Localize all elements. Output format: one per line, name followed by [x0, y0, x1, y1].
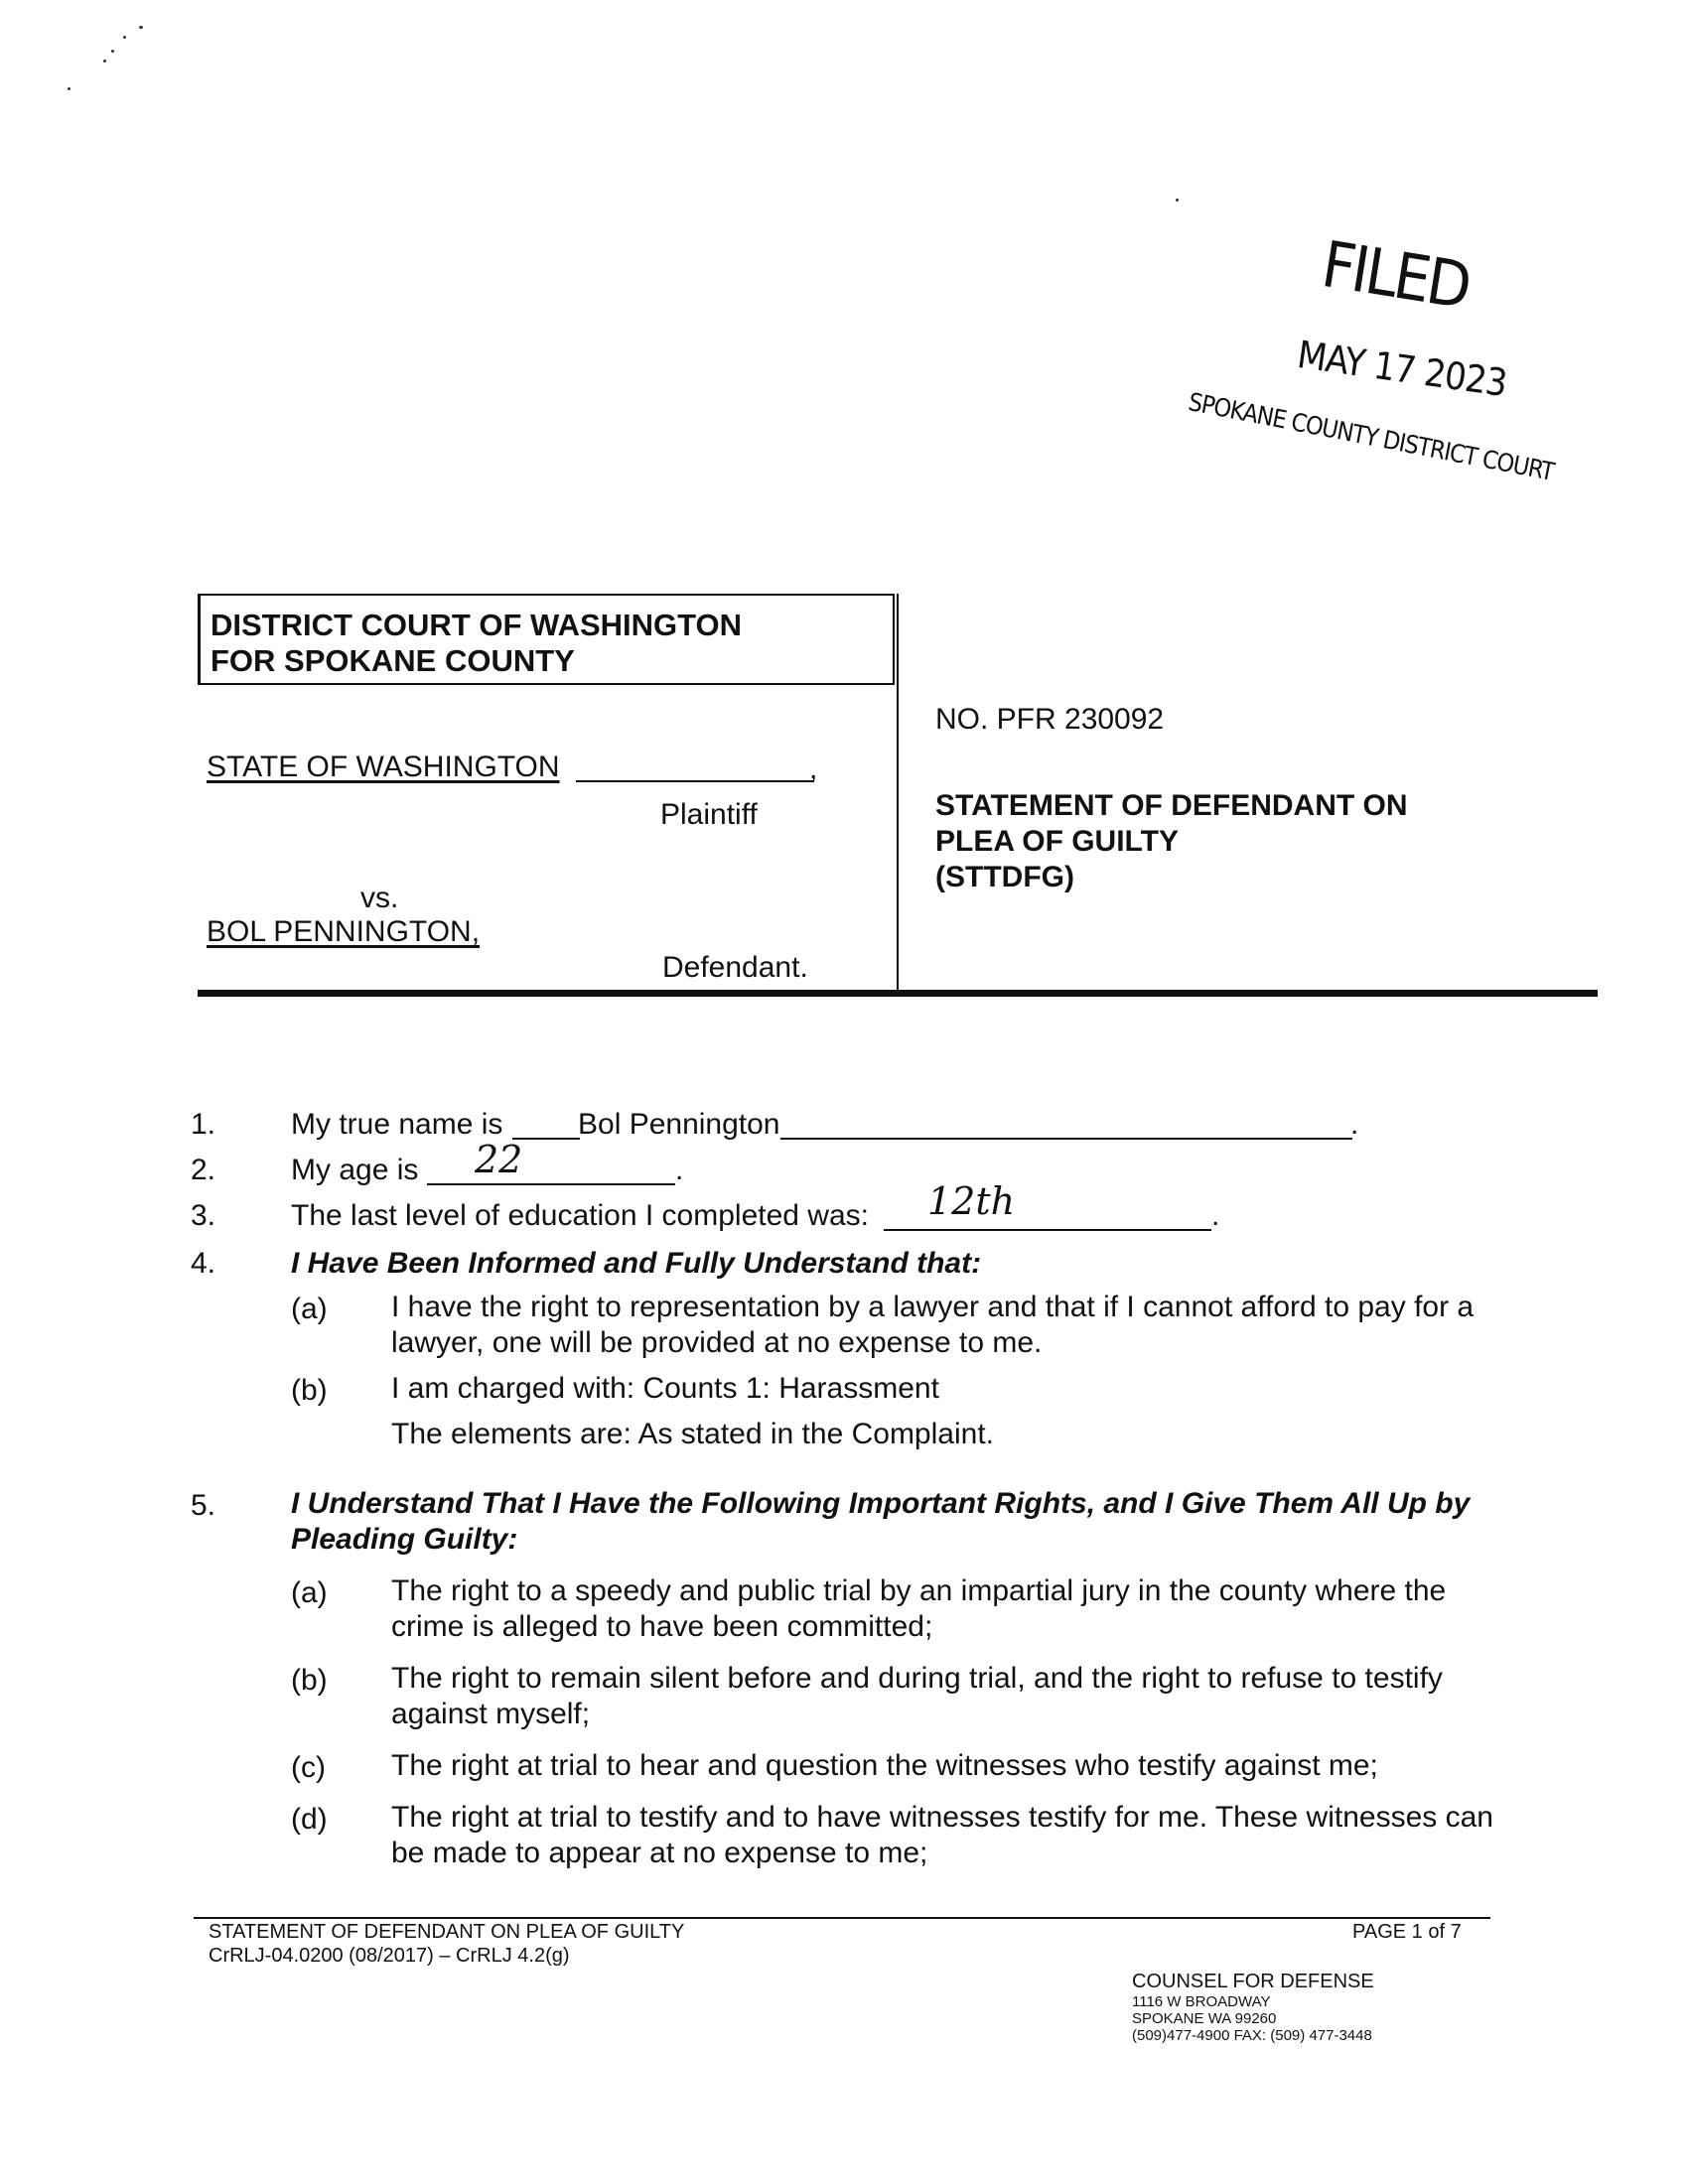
sub-item-label: (c): [291, 1751, 326, 1784]
right-speedy-trial-text: The right to a speedy and public trial by an impartial jury in the county where the crime is alleged to have been committed;: [391, 1574, 1447, 1643]
plaintiff-role: Plaintiff: [660, 798, 758, 831]
section-heading: I Have Been Informed and Fully Understand that:: [291, 1247, 982, 1280]
court-name-line2: FOR SPOKANE COUNTY: [211, 643, 575, 678]
scan-speck: [68, 87, 70, 90]
versus: vs.: [360, 882, 399, 914]
age-period: .: [675, 1154, 684, 1186]
education-value-handwritten: 12th: [927, 1179, 1016, 1223]
document-title-line1: STATEMENT OF DEFENDANT ON: [935, 789, 1408, 822]
document-title-line2: PLEA OF GUILTY: [935, 825, 1179, 858]
age-blank: [427, 1183, 675, 1185]
counsel-phone: (509)477-4900 FAX: (509) 477-3448: [1132, 2027, 1372, 2044]
sub-item-label: (a): [291, 1576, 328, 1609]
defendant-name: BOL PENNINGTON,: [207, 915, 481, 948]
section-heading-line1: I Understand That I Have the Following Important Rights, and I Give Them All Up by: [291, 1487, 1471, 1520]
right-testify-text: The right at trial to testify and to have witnesses testify for me. These witnesses can be made to appear at no expense to me;: [391, 1801, 1493, 1869]
sub-item-label: (b): [291, 1374, 328, 1407]
education-period: .: [1211, 1199, 1220, 1232]
item-number: 4.: [191, 1247, 216, 1280]
scan-speck: [1176, 199, 1179, 202]
footer-form-code: CrRLJ-04.0200 (08/2017) – CrRLJ 4.2(g): [209, 1945, 570, 1967]
right-to-lawyer-text: I have the right to representation by a lawyer and that if I cannot afford to pay for a lawyer, one will be provided at no expense to me.: [391, 1291, 1475, 1359]
plaintiff-name: STATE OF WASHINGTON: [207, 751, 560, 783]
sub-item-label: (a): [291, 1293, 328, 1325]
item-true-name: [291, 1108, 502, 1142]
true-name-value: Bol Pennington: [578, 1108, 780, 1141]
stamp-court: SPOKANE COUNTY DISTRICT COURT: [1186, 387, 1557, 486]
item-number: 5.: [191, 1489, 216, 1522]
item-number: 3.: [191, 1199, 216, 1232]
stamp-filed: FILED: [1317, 228, 1475, 325]
scan-speck: [103, 60, 106, 63]
plaintiff-comma: ,: [809, 752, 818, 785]
section-heading-line2: Pleading Guilty:: [291, 1523, 518, 1556]
stamp-date: MAY 17 2023: [1294, 333, 1509, 406]
counsel-address-2: SPOKANE WA 99260: [1132, 2010, 1277, 2027]
education-blank: [884, 1229, 1211, 1231]
right-remain-silent-text: The right to remain silent before and during trial, and the right to refuse to testify against myself;: [391, 1662, 1443, 1730]
true-name-period: .: [1350, 1108, 1359, 1141]
counsel-address-1: 1116 W BROADWAY: [1132, 1993, 1271, 2010]
court-name-line1: DISTRICT COURT OF WASHINGTON: [211, 608, 743, 642]
sub-item-label: (d): [291, 1803, 328, 1836]
right-question-witnesses-text: The right at trial to hear and question the witnesses who testify against me;: [391, 1749, 1378, 1782]
scan-speck: [123, 36, 126, 39]
footer-rule: [194, 1917, 1490, 1919]
document-title-line3: (STTDFG): [935, 861, 1074, 893]
case-number: NO. PFR 230092: [935, 703, 1165, 736]
sub-item-label: (b): [291, 1664, 328, 1697]
court-name: [211, 608, 742, 679]
age-value-handwritten: 22: [475, 1138, 523, 1181]
elements-text: The elements are: As stated in the Complaint.: [391, 1418, 994, 1450]
item-number: 2.: [191, 1154, 216, 1186]
footer-form-info: [209, 1920, 684, 1968]
true-name-label: My true name is: [291, 1108, 503, 1141]
item-number: 1.: [191, 1108, 216, 1141]
section-heading: [291, 1486, 1470, 1558]
education-label: The last level of education I completed was:: [291, 1199, 869, 1232]
counsel-block: [1132, 1970, 1374, 2044]
page-number: PAGE 1 of 7: [1352, 1921, 1462, 1943]
scan-speck: [111, 50, 114, 53]
plaintiff-underline: [576, 780, 814, 782]
court-name-box: [198, 594, 895, 685]
document-title: [935, 788, 1408, 895]
age-label: My age is: [291, 1154, 419, 1186]
defendant-role: Defendant.: [662, 951, 808, 984]
footer-form-title: STATEMENT OF DEFENDANT ON PLEA OF GUILTY: [209, 1921, 685, 1943]
counsel-title: COUNSEL FOR DEFENSE: [1132, 1971, 1374, 1992]
caption-bottom-rule: [198, 990, 1598, 997]
charge-text: I am charged with: Counts 1: Harassment: [391, 1372, 939, 1405]
filed-stamp: [1172, 228, 1609, 506]
caption-divider: [897, 594, 899, 991]
scan-speck: [139, 26, 143, 29]
true-name-blank: [780, 1138, 1352, 1140]
